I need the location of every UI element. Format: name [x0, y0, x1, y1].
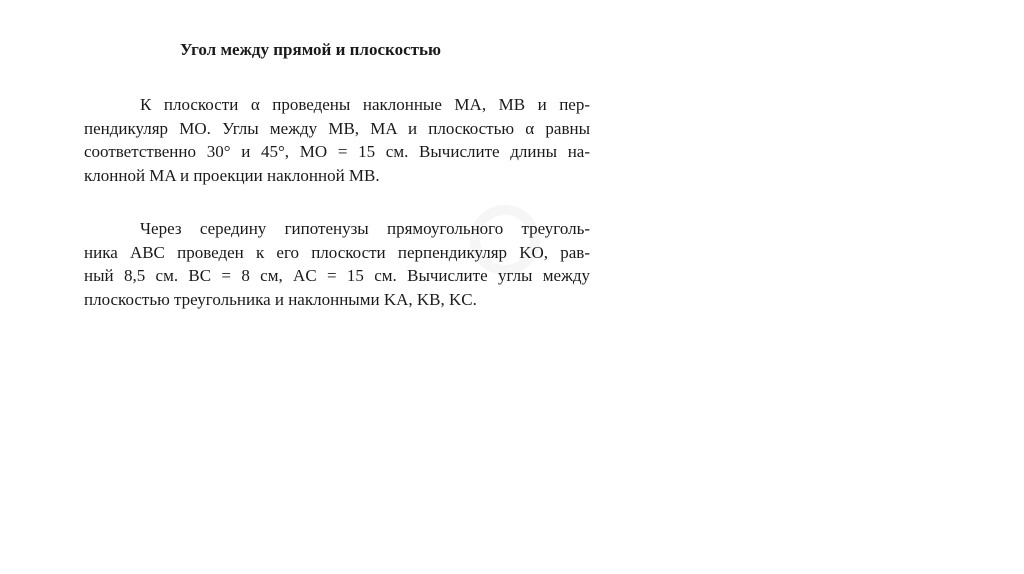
problem-2-line-2: ника ABC проведен к его плоскости перпендикуляр KO, рав- [84, 242, 590, 262]
problem-1-line-1: К плоскости α проведены наклонные MA, MB и пер- [140, 95, 590, 114]
problem-2-line-4: плоскостью треугольника и наклонными KA, KB, KC. [84, 289, 477, 309]
problem-2-text [84, 217, 590, 311]
problem-1-line-3: соответственно 30° и 45°, MO = 15 см. Вычислите длины на- [84, 142, 590, 161]
problem-2-line-1: Через середину гипотенузы прямоугольного треуголь- [140, 219, 590, 238]
problem-1-text [84, 93, 590, 187]
problem-1-line-2: пендикуляр MO. Углы между MB, MA и плоскостью α равны [84, 118, 590, 138]
problem-1-line-4: клонной MA и проекции наклонной MB. [84, 165, 380, 185]
page-title: Угол между прямой и плоскостью [180, 40, 441, 59]
problem-2-line-3: ный 8,5 см. BC = 8 см, AC = 15 см. Вычислите углы между [84, 266, 590, 285]
